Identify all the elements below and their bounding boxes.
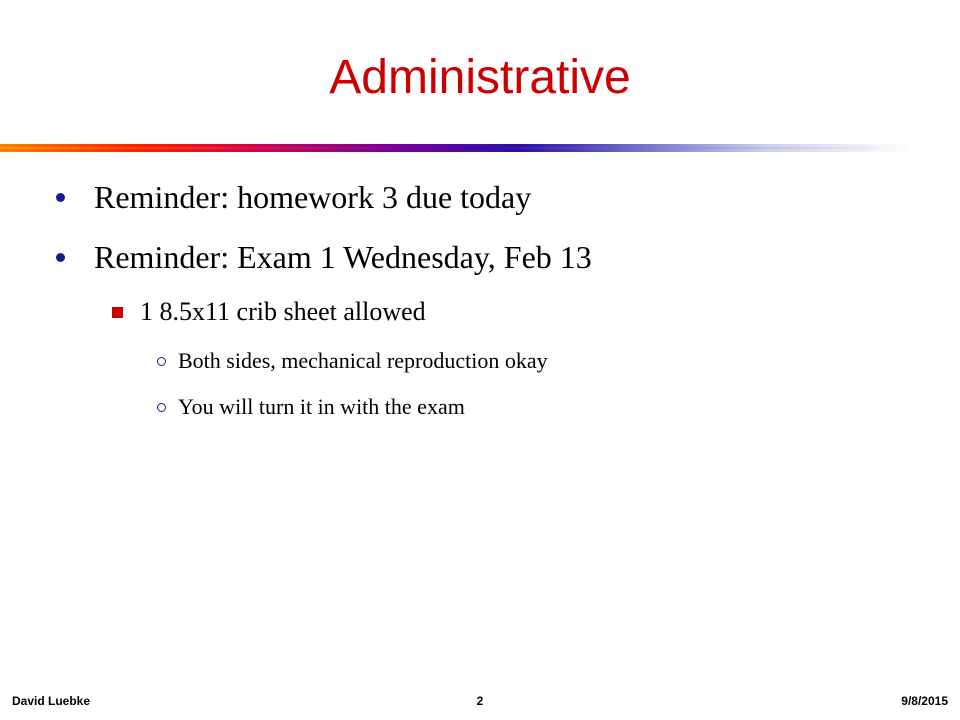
slide-title: Administrative [329, 51, 631, 104]
bullet-item: Reminder: Exam 1 Wednesday, Feb 13 [94, 239, 592, 275]
sub-sub-bullet-item: Both sides, mechanical reproduction okay [178, 348, 548, 373]
square-bullet-icon [112, 307, 123, 318]
sub-bullet-item: 1 8.5x11 crib sheet allowed [140, 297, 426, 326]
hollow-circle-bullet-icon [157, 403, 166, 412]
title-divider-highlight [0, 147, 960, 149]
sub-sub-bullet-item: You will turn it in with the exam [178, 394, 465, 419]
footer-page-number: 2 [476, 694, 484, 708]
bullet-dot-icon [56, 193, 65, 202]
footer-author: David Luebke [12, 694, 91, 708]
footer-date: 9/8/2015 [901, 694, 948, 708]
bullet-dot-icon [56, 253, 65, 262]
bullet-item: Reminder: homework 3 due today [94, 179, 532, 215]
hollow-circle-bullet-icon [157, 357, 166, 366]
